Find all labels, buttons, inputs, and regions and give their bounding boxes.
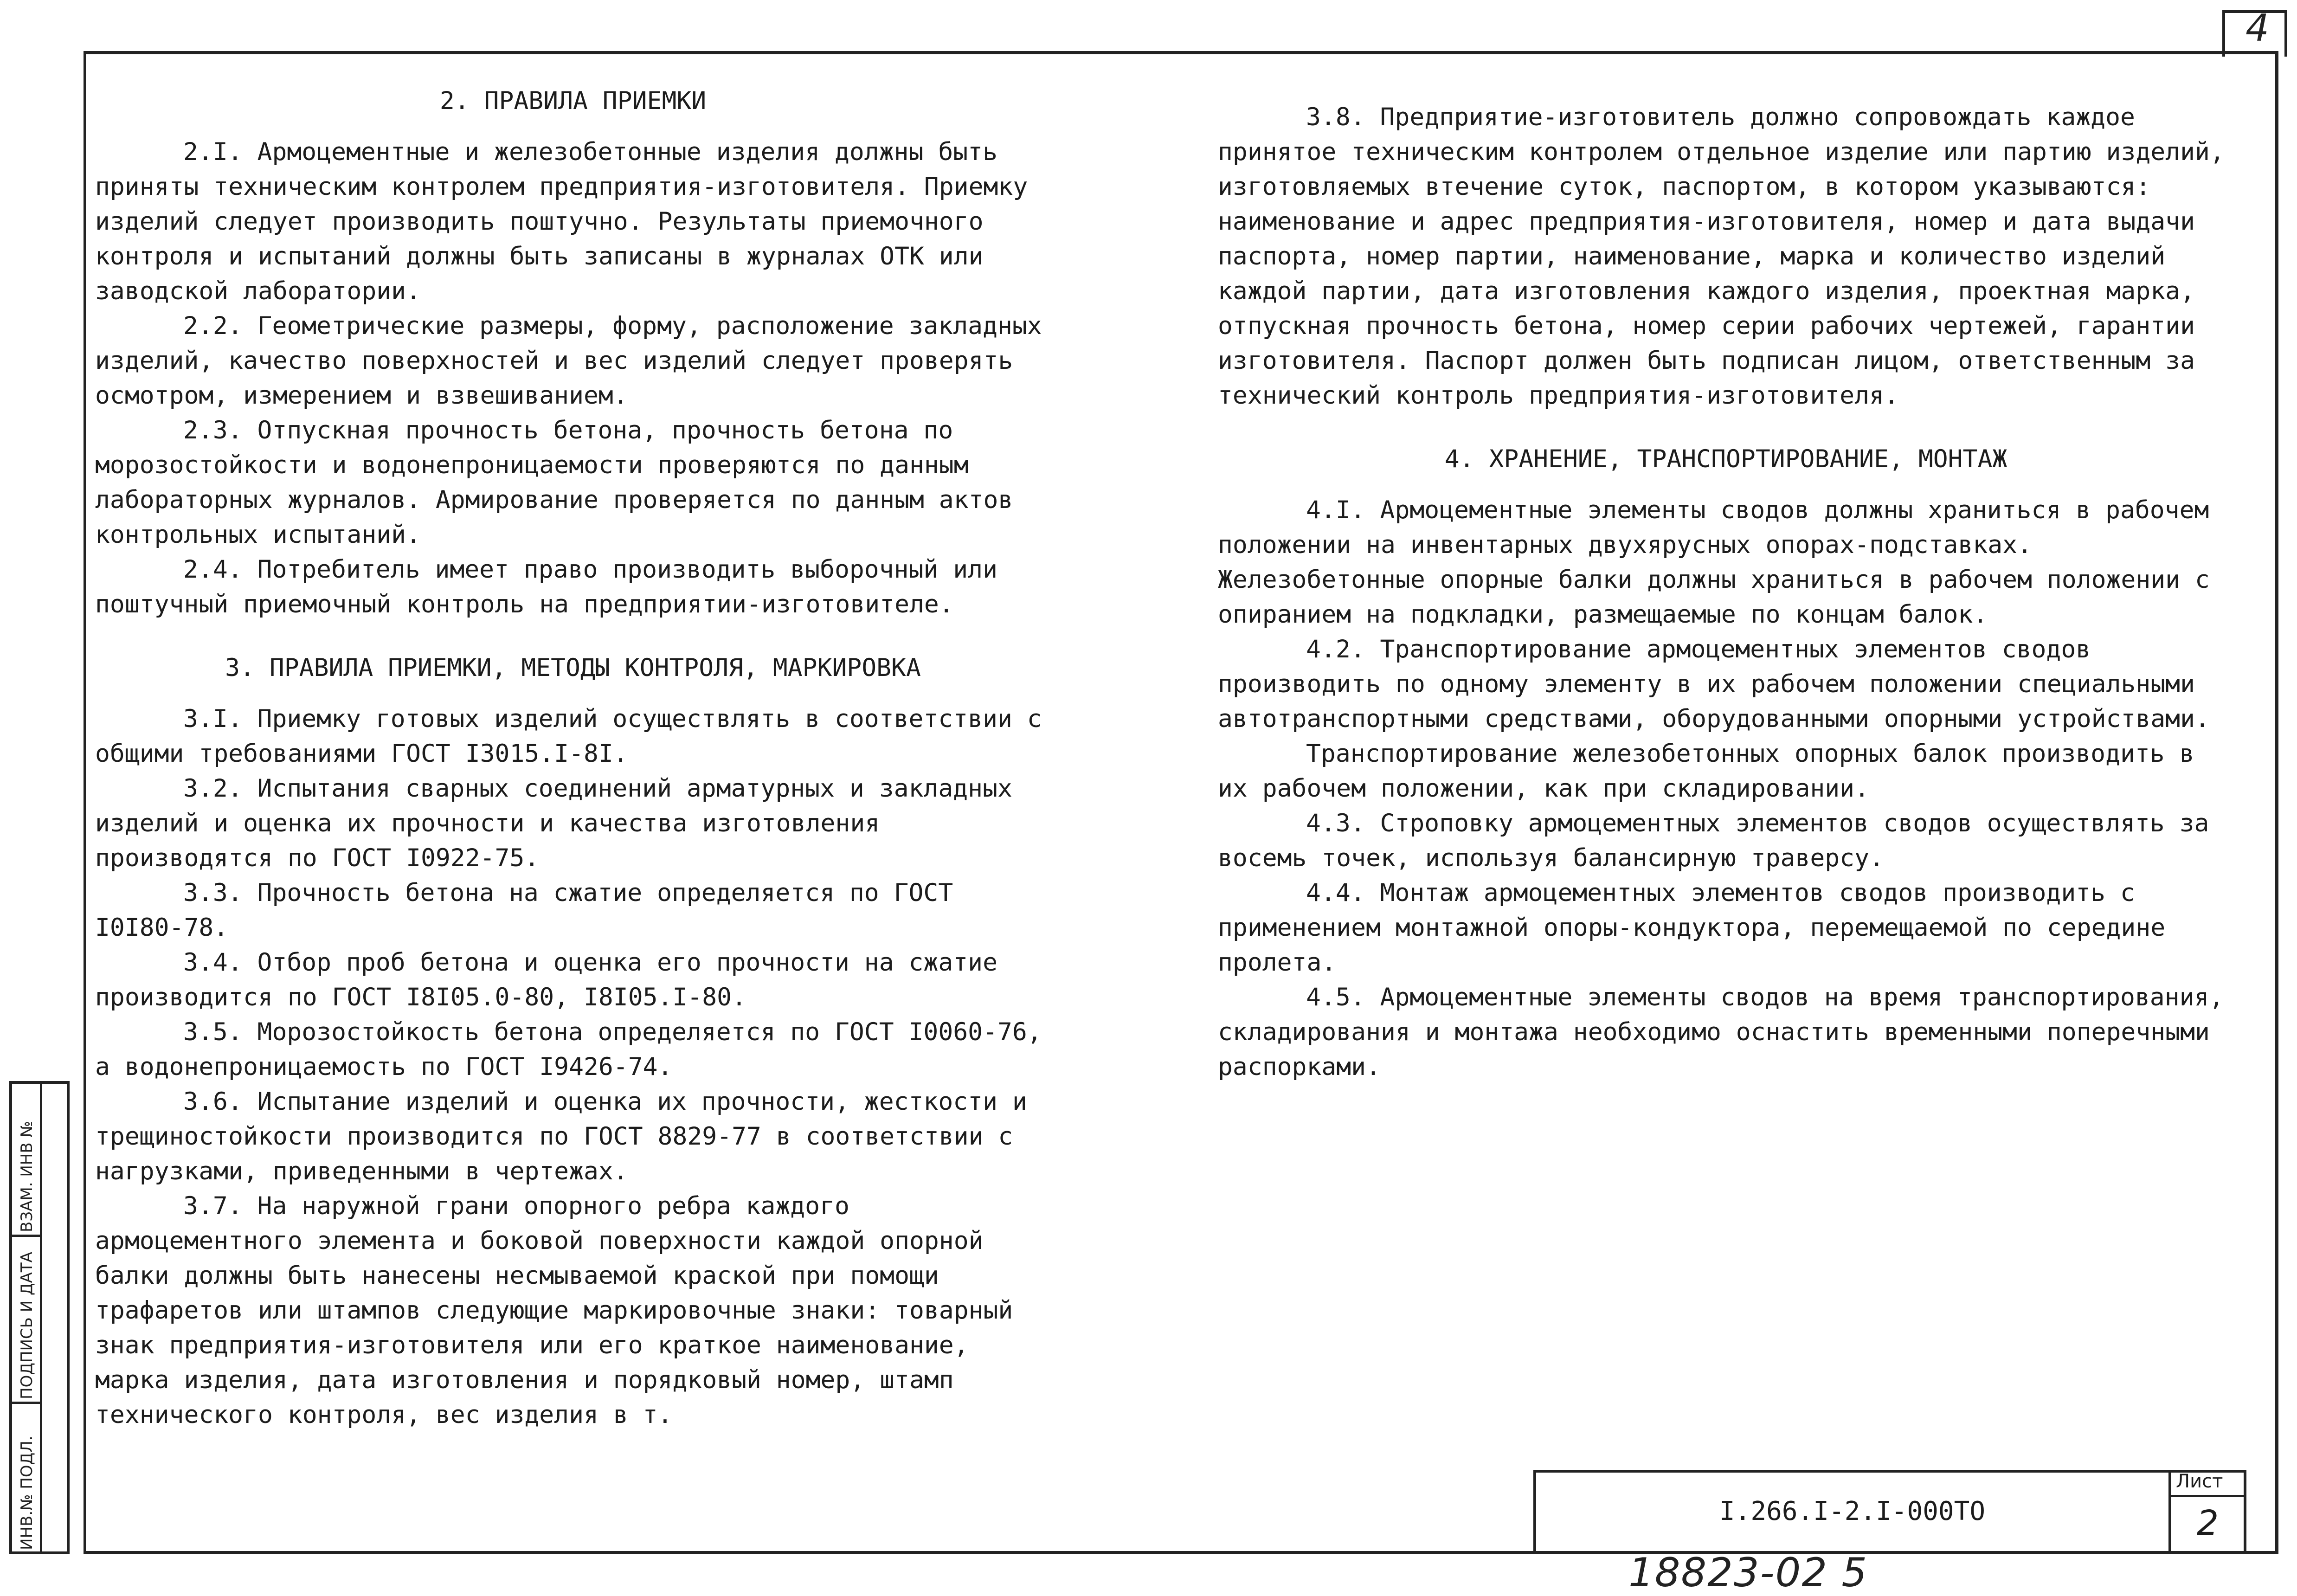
section-heading-2: 2. ПРАВИЛА ПРИЕМКИ [439, 87, 707, 115]
paragraph-4-2: 4.2. Транспортирование армоцементных элементов сводов производить по одному элементу в их рабочем положении специальными автотранспортными средствами, оборудованными опорными устройствами. [1218, 635, 2210, 733]
paragraph-2-1: 2.I. Армоцементные и железобетонные изделия должны быть приняты техническим контролем предприятия-изготовителя. Приемку изделий следует производить поштучно. Результаты приемочного контроля и испытаний должны быть записаны в журналах ОТК или заводской лаборатории. [95, 138, 1028, 305]
left-column [95, 84, 1051, 1432]
sheet-number: 2 [2197, 1503, 2219, 1543]
paragraph-3-4: 3.4. Отбор проб бетона и оценка его прочности на сжатие производится по ГОСТ I8I05.0-80, I8I05.I-80. [95, 948, 997, 1011]
paragraph-3-7: 3.7. На наружной грани опорного ребра каждого армоцементного элемента и боковой поверхности каждой опорной балки должны быть нанесены несмываемой краской при помощи трафаретов или штампов следующие маркировочные знаки: товарный знак предприятия-изготовителя или его краткое наименование, марка изделия, дата изготовления и порядковый номер, штамп технического контроля, вес изделия в т. [95, 1192, 1013, 1429]
stamp-vzam-inv: ВЗАМ. ИНВ № [18, 1121, 36, 1232]
paragraph-3-3: 3.3. Прочность бетона на сжатие определяется по ГОСТ I0I80-78. [95, 879, 953, 942]
paragraph-3-1: 3.I. Приемку готовых изделий осуществлять в соответствии с общими требованиями ГОСТ I3015.I-8I. [95, 705, 1042, 768]
paragraph-3-8: 3.8. Предприятие-изготовитель должно сопровождать каждое принятое техническим контролем отдельное изделие или партию изделий, изготовляемых втечение суток, паспортом, в котором указываются: наименование и адрес предприятия-изготовителя, номер и дата выдачи паспорта, номер партии, наименование, марка и количество изделий каждой партии, дата изготовления каждого изделия, проектная марка, отпускная прочность бетона, номер серии рабочих чертежей, гарантии изготовителя. Паспорт должен быть подписан лицом, ответственным за технический контроль предприятия-изготовителя. [1218, 103, 2225, 410]
paragraph-2-3: 2.3. Отпускная прочность бетона, прочность бетона по морозостойкости и водонепроницаемости проверяются по данным лабораторных журналов. Армирование проверяется по данным актов контрольных испытаний. [95, 416, 1013, 549]
paragraph-4-2-continued: Транспортирование железобетонных опорных балок производить в их рабочем положении, как при складировании. [1218, 740, 2194, 803]
sheet-label: Лист [2176, 1471, 2223, 1492]
section-heading-3: 3. ПРАВИЛА ПРИЕМКИ, МЕТОДЫ КОНТРОЛЯ, МАРКИРОВКА [225, 654, 921, 682]
handwritten-number: 18823-02 5 [1628, 1550, 1868, 1596]
corner-number: 4 [2246, 6, 2269, 50]
paragraph-4-5: 4.5. Армоцементные элементы сводов на время транспортирования, складирования и монтажа необходимо оснастить временными поперечными распорками. [1218, 983, 2224, 1081]
paragraph-2-4: 2.4. Потребитель имеет право производить выборочный или поштучный приемочный контроль на предприятии-изготовителе. [95, 555, 997, 618]
paragraph-4-1: 4.I. Армоцементные элементы сводов должны храниться в рабочем положении на инвентарных двухярусных опорах-подставках. Железобетонные опорные балки должны храниться в рабочем положении с опиранием на подкладки, размещаемые по концам балок. [1218, 496, 2210, 629]
side-stamp [9, 1081, 70, 1554]
section-heading-4: 4. ХРАНЕНИЕ, ТРАНСПОРТИРОВАНИЕ, МОНТАЖ [1444, 445, 2007, 473]
paragraph-4-4: 4.4. Монтаж армоцементных элементов сводов производить с применением монтажной опоры-кондуктора, перемещаемой по середине пролета. [1218, 879, 2166, 977]
stamp-podpis-data: ПОДПИСЬ И ДАТА [18, 1252, 36, 1399]
document-code: I.266.I-2.I-000ТО [1719, 1496, 1986, 1526]
right-column [1218, 84, 2234, 1084]
paragraph-3-5: 3.5. Морозостойкость бетона определяется по ГОСТ I0060-76, а водонепроницаемость по ГОСТ I9426-74. [95, 1018, 1042, 1081]
paragraph-4-3: 4.3. Строповку армоцементных элементов сводов осуществлять за восемь точек, используя балансирную траверсу. [1218, 809, 2209, 872]
stamp-inv-podl: ИНВ.№ ПОДЛ. [18, 1435, 36, 1550]
paragraph-3-6: 3.6. Испытание изделий и оценка их прочности, жесткости и трещиностойкости производится по ГОСТ 8829-77 в соответствии с нагрузками, приведенными в чертежах. [95, 1088, 1027, 1185]
paragraph-2-2: 2.2. Геометрические размеры, форму, расположение закладных изделий, качество поверхностей и вес изделий следует проверять осмотром, измерением и взвешиванием. [95, 312, 1042, 410]
paragraph-3-2: 3.2. Испытания сварных соединений арматурных и закладных изделий и оценка их прочности и качества изготовления производятся по ГОСТ I0922-75. [95, 774, 1012, 872]
